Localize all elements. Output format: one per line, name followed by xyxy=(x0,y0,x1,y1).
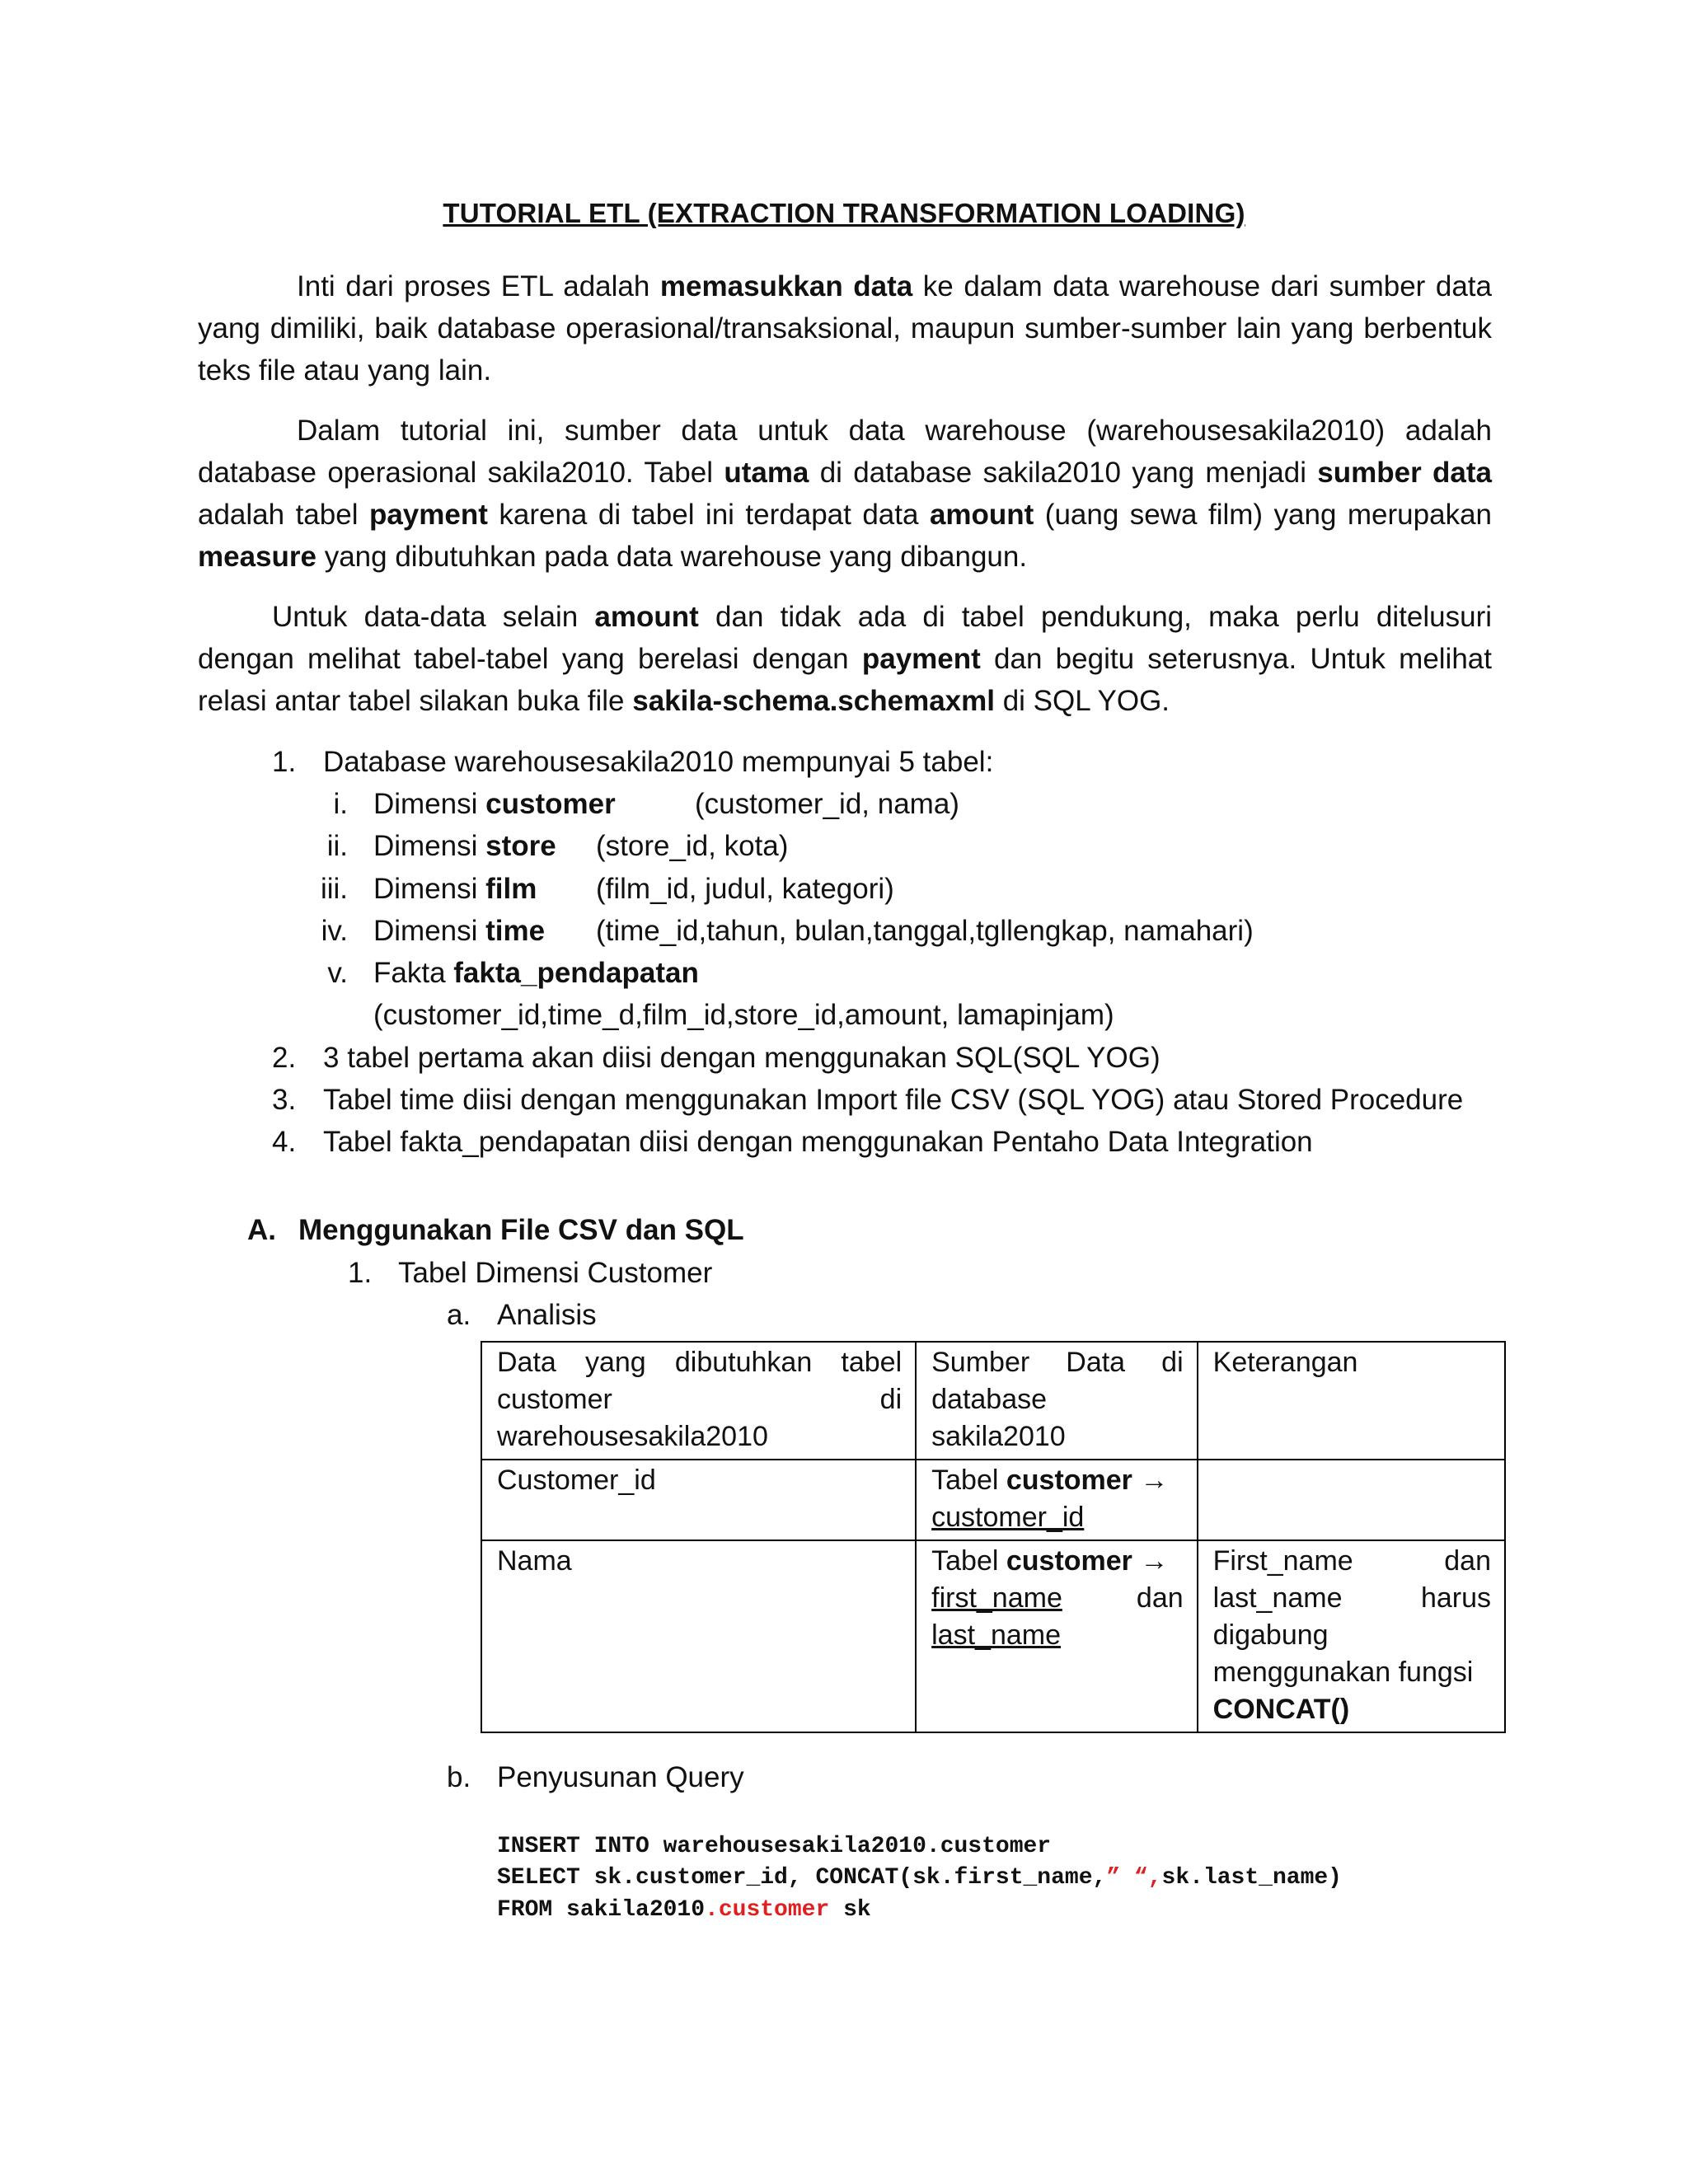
list-number: 1. xyxy=(272,746,297,778)
bold-run: utama xyxy=(724,457,809,489)
arrow-right-icon: → xyxy=(1140,1545,1169,1577)
bold-run: payment xyxy=(861,643,981,675)
sublist-number: i. xyxy=(333,788,348,820)
arrow-right-icon: → xyxy=(1140,1465,1169,1496)
sublist-item: Dimensi customer xyxy=(373,788,616,820)
list-item: Database warehousesakila2010 mempunyai 5 tabel: xyxy=(323,746,994,778)
source-paragraph xyxy=(198,410,1492,578)
text-run: dan begitu seterusnya. Untuk melihat relasi antar tabel silakan buka file xyxy=(198,643,1492,717)
section-letter: A. xyxy=(247,1214,276,1246)
sublist-number: iv. xyxy=(321,915,348,947)
bold-run: amount xyxy=(929,499,1034,531)
sublist-number: ii. xyxy=(326,830,348,862)
sublist-columns: (customer_id,time_d,film_id,store_id,amount, lamapinjam) xyxy=(373,999,1114,1031)
sublist-columns: (customer_id, nama) xyxy=(695,788,959,820)
sublist-item: Dimensi time xyxy=(373,915,546,947)
step-letter: b. xyxy=(447,1761,471,1793)
table-header-cell: Data yang dibutuhkan tabel customer di warehousesakila2010 xyxy=(481,1342,916,1460)
sublist-number: iii. xyxy=(320,873,348,905)
list-number: 3. xyxy=(272,1084,297,1116)
text-run: (uang sewa film) yang merupakan xyxy=(1034,499,1493,531)
sql-line-select: SELECT sk.customer_id, CONCAT(sk.first_name,” “,sk.last_name) xyxy=(497,1865,1342,1891)
bold-run: memasukkan data xyxy=(659,270,913,302)
table-row xyxy=(481,1460,1505,1540)
bold-run: sumber data xyxy=(1317,457,1492,489)
list-number: 4. xyxy=(272,1126,297,1158)
text-run: dan tidak ada di tabel pendukung, maka perlu ditelusuri dengan melihat tabel-tabel yang berelasi dengan xyxy=(198,601,1493,675)
text-run: karena di tabel ini terdapat data xyxy=(487,499,930,531)
table-cell: Nama xyxy=(481,1540,916,1732)
bold-run: measure xyxy=(198,541,316,573)
table-header-cell: Keterangan xyxy=(1198,1342,1505,1460)
text-run: ke dalam data warehouse dari sumber data yang dimiliki, baik database operasional/transaksional, maupun sumber-sumber lain yang berbentuk teks file atau yang lain. xyxy=(198,270,1492,387)
sql-line-insert: INSERT INTO warehousesakila2010.customer xyxy=(497,1834,1052,1859)
analysis-table xyxy=(481,1341,1506,1733)
table-cell xyxy=(1198,1460,1505,1540)
subsection-number: 1. xyxy=(348,1257,373,1289)
table-cell-source: Tabel customer → customer_id xyxy=(916,1460,1198,1540)
sublist-columns: (store_id, kota) xyxy=(596,830,789,862)
table-cell: Customer_id xyxy=(481,1460,916,1540)
text-run: Inti dari proses ETL adalah xyxy=(297,270,660,302)
text-run: Untuk data-data selain xyxy=(272,601,595,633)
bold-run: payment xyxy=(368,499,488,531)
page-title: TUTORIAL ETL (EXTRACTION TRANSFORMATION LOADING) xyxy=(443,198,1245,228)
sublist-columns: (time_id,tahun, bulan,tanggal,tgllengkap, namahari) xyxy=(596,915,1254,947)
table-header-row xyxy=(481,1342,1505,1460)
intro-paragraph xyxy=(198,265,1492,391)
list-item: Tabel fakta_pendapatan diisi dengan menggunakan Pentaho Data Integration xyxy=(323,1126,1313,1158)
table-cell-source: Tabel customer → first_name dan last_name xyxy=(916,1540,1198,1732)
sublist-number: v. xyxy=(327,957,348,989)
sublist-item: Dimensi film xyxy=(373,873,537,905)
text-run: Dalam tutorial ini, sumber data untuk data warehouse (warehousesakila2010) adalah database operasional sakila2010. Tabel xyxy=(198,415,1492,489)
list-item: 3 tabel pertama akan diisi dengan menggunakan SQL(SQL YOG) xyxy=(323,1042,1160,1074)
bold-run: amount xyxy=(594,601,699,633)
table-row xyxy=(481,1540,1505,1732)
subsection-title: Tabel Dimensi Customer xyxy=(398,1257,713,1289)
text-run: adalah tabel xyxy=(198,499,369,531)
text-run: di database sakila2010 yang menjadi xyxy=(809,457,1318,489)
step-letter: a. xyxy=(447,1299,471,1331)
text-run: yang dibutuhkan pada data warehouse yang dibangun. xyxy=(316,541,1028,573)
relation-paragraph xyxy=(198,596,1492,722)
step-title: Analisis xyxy=(497,1299,597,1331)
section-title: Menggunakan File CSV dan SQL xyxy=(298,1214,744,1246)
text-run: di SQL YOG. xyxy=(994,685,1170,717)
list-number: 2. xyxy=(272,1042,297,1074)
list-item: Tabel time diisi dengan menggunakan Import file CSV (SQL YOG) atau Stored Procedure xyxy=(323,1084,1464,1116)
step-title: Penyusunan Query xyxy=(497,1761,744,1793)
table-header-cell: Sumber Data di database sakila2010 xyxy=(916,1342,1198,1460)
sublist-columns: (film_id, judul, kategori) xyxy=(596,873,894,905)
sql-line-from: FROM sakila2010.customer sk xyxy=(497,1897,871,1923)
sublist-item: Dimensi store xyxy=(373,830,556,862)
bold-run: sakila-schema.schemaxml xyxy=(632,685,995,717)
table-cell-note: First_name dan last_name harus digabung menggunakan fungsi CONCAT() xyxy=(1198,1540,1505,1732)
sublist-item: Fakta fakta_pendapatan xyxy=(373,957,699,989)
